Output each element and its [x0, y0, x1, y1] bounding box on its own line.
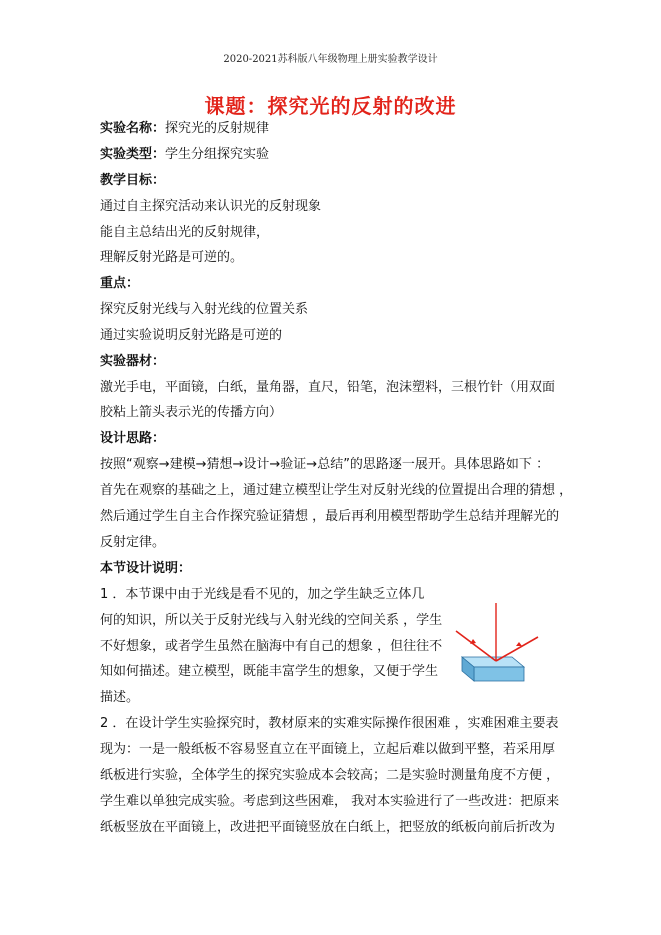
notes-item2-line: 纸板进行实验，全体学生的探究实验成本会较高；二是实验时测量角度不方便 ，: [100, 768, 560, 783]
mirror-front-face: [474, 667, 524, 681]
notes-item2-line: 纸板竖放在平面镜上，改进把平面镜竖放在白纸上，把竖放的纸板向前后折改为: [100, 820, 556, 835]
notes-item1-line: 描述。: [100, 690, 140, 705]
notes-item1-line: 何的知识，所以关于反射光线与入射光线的空间关系 ，学生: [100, 613, 443, 628]
experiment-type-value: 学生分组探究实验: [165, 147, 270, 162]
goal-item: 通过自主探究活动来认识光的反射现象: [100, 199, 322, 214]
reflected-ray: [496, 637, 538, 661]
goals-heading: 教学目标：: [100, 173, 166, 188]
key-points-heading: 重点：: [100, 276, 140, 291]
goal-item: 理解反射光路是可逆的。: [100, 250, 244, 265]
page-title: 课题：探究光的反射的改进: [204, 94, 457, 118]
notes-item1-line: 知如何描述。建立模型，既能丰富学生的想象，又便于学生: [100, 664, 439, 679]
design-idea-line: 首先在观察的基础之上，通过建立模型让学生对反射光线的位置提出合理的猜想 ，: [100, 483, 573, 498]
notes-item1-line: 1 ．本节课中由于光线是看不见的，加之学生缺乏立体几: [100, 587, 425, 602]
design-idea-line: 然后通过学生自主合作探究验证猜想 ，最后再利用模型帮助学生总结并理解光的: [100, 509, 560, 524]
equipment-line: 激光手电，平面镜，白纸，量角器，直尺，铅笔，泡沫塑料，三根竹针（用双面: [100, 380, 556, 395]
key-point-item: 探究反射光线与入射光线的位置关系: [100, 302, 309, 317]
design-idea-line: 按照“观察→建模→猜想→设计→验证→总结”的思路逐一展开。具体思路如下 ：: [100, 457, 550, 472]
key-point-item: 通过实验说明反射光路是可逆的: [100, 328, 283, 343]
equipment-heading: 实验器材：: [100, 354, 166, 369]
experiment-type-label: 实验类型：: [100, 147, 166, 162]
design-idea-heading: 设计思路：: [100, 431, 166, 446]
section-notes-heading: 本节设计说明：: [100, 561, 192, 576]
experiment-name-value: 探究光的反射规律: [165, 121, 270, 136]
notes-item2-line: 现为：一是一般纸板不容易竖直立在平面镜上，立起后难以做到平整，若采用厚: [100, 742, 556, 757]
notes-item1-line: 不好想象，或者学生虽然在脑海中有自己的想象 ，但往往不: [100, 639, 443, 654]
reflected-arrow-icon: [516, 642, 522, 646]
page-header: 2020-2021苏科版八年级物理上册实验教学设计: [223, 54, 438, 65]
notes-item2-line: 学生难以单独完成实验。考虑到这些困难， 我对本实验进行了一些改进：把原来: [100, 794, 560, 809]
notes-item2-line: 2 ．在设计学生实验探究时，教材原来的实难实际操作很困难 ，实难困难主要表: [100, 716, 559, 731]
design-idea-line: 反射定律。: [100, 535, 166, 550]
experiment-type-row: [100, 146, 269, 164]
goal-item: 能自主总结出光的反射规律，: [100, 225, 270, 240]
experiment-name-label: 实验名称：: [100, 121, 166, 136]
experiment-name-row: [100, 120, 269, 138]
equipment-line: 胶粘上箭头表示光的传播方向）: [100, 405, 283, 420]
reflection-diagram: [452, 597, 542, 687]
